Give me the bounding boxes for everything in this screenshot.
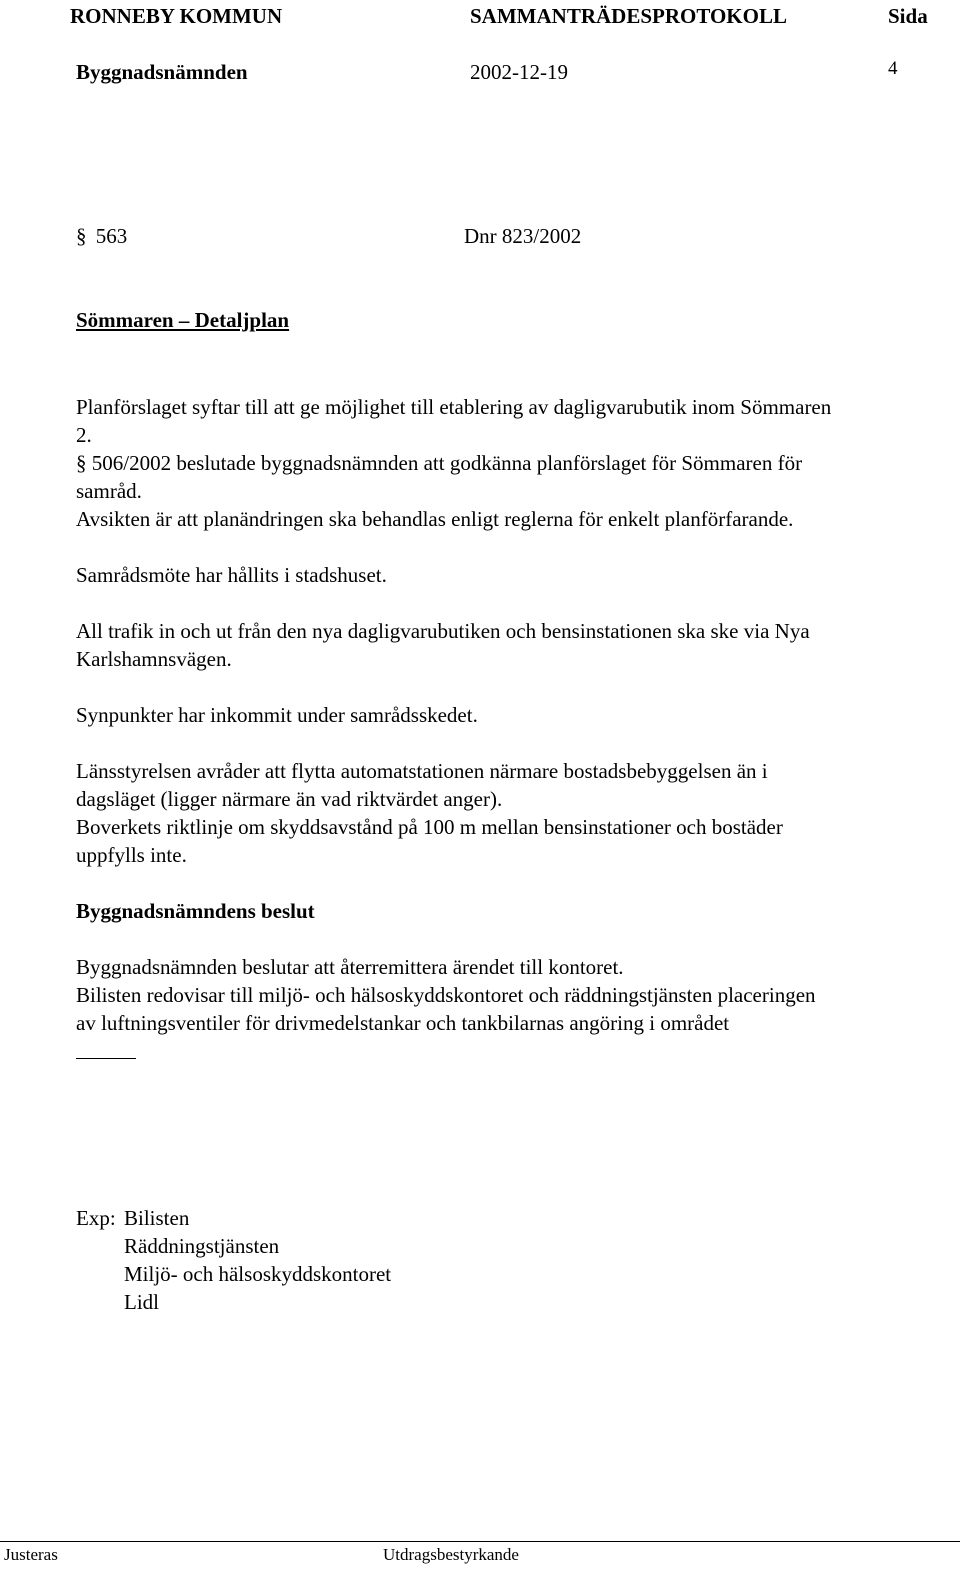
footer-utdragsbestyrkande: Utdragsbestyrkande — [383, 1545, 519, 1564]
page-number: 4 — [888, 58, 898, 79]
decision-heading: Byggnadsnämndens beslut — [76, 899, 315, 923]
document-type: SAMMANTRÄDESPROTOKOLL — [470, 4, 787, 28]
committee-name: Byggnadsnämnden — [76, 60, 248, 84]
exp-recipients — [124, 1204, 724, 1316]
recipient: Miljö- och hälsoskyddskontoret — [124, 1262, 392, 1286]
section-title: Sömmaren – Detaljplan — [76, 308, 290, 332]
meeting-date: 2002-12-19 — [470, 60, 568, 84]
recipient: Lidl — [124, 1290, 159, 1314]
recipient: Bilisten — [124, 1206, 190, 1230]
paragraph-boverket: Boverkets riktlinje om skyddsavstånd på 100 m mellan bensinstationer och bostäder uppfylls inte. — [76, 815, 783, 867]
paragraph-symbol: § — [76, 224, 87, 248]
section-number: § 563 — [76, 224, 128, 248]
org-name: RONNEBY KOMMUN — [70, 4, 283, 28]
exp-label: Exp: — [76, 1206, 116, 1230]
decision-text: Byggnadsnämnden beslutar att återremittera ärendet till kontoret. Bilisten redovisar till miljö- och hälsoskyddskontoret och räddningstjänsten placeringen av luftningsventiler för drivmedelstankar och tankbilarnas angöring i området — [76, 955, 816, 1035]
paragraph-purpose: Planförslaget syftar till att ge möjlighet till etablering av dagligvarubutik inom Sömmaren 2. — [76, 395, 832, 447]
case-number: Dnr 823/2002 — [464, 224, 582, 248]
paragraph-symbol: § — [76, 451, 87, 475]
paragraph-traffic: All trafik in och ut från den nya dagligvarubutiken och bensinstationen ska ske via Nya Karlshamnsvägen. — [76, 619, 810, 671]
paragraph-comments: Synpunkter har inkommit under samrådsskedet. — [76, 703, 478, 727]
separator-line — [76, 1058, 136, 1059]
page-label: Sida — [888, 4, 928, 28]
footer-justeras: Justeras — [4, 1545, 58, 1564]
paragraph-procedure: Avsikten är att planändringen ska behandlas enligt reglerna för enkelt planförfarande. — [76, 507, 794, 531]
footer-rule — [0, 1541, 960, 1542]
paragraph-consultation-meeting: Samrådsmöte har hållits i stadshuset. — [76, 563, 387, 587]
paragraph-previous-decision: § 506/2002 beslutade byggnadsnämnden att godkänna planförslaget för Sömmaren för samråd. — [76, 451, 803, 503]
paragraph-county-board: Länsstyrelsen avråder att flytta automatstationen närmare bostadsbebyggelsen än i dagsläget (ligger närmare än vad riktvärdet anger). — [76, 759, 768, 811]
recipient: Räddningstjänsten — [124, 1234, 280, 1258]
